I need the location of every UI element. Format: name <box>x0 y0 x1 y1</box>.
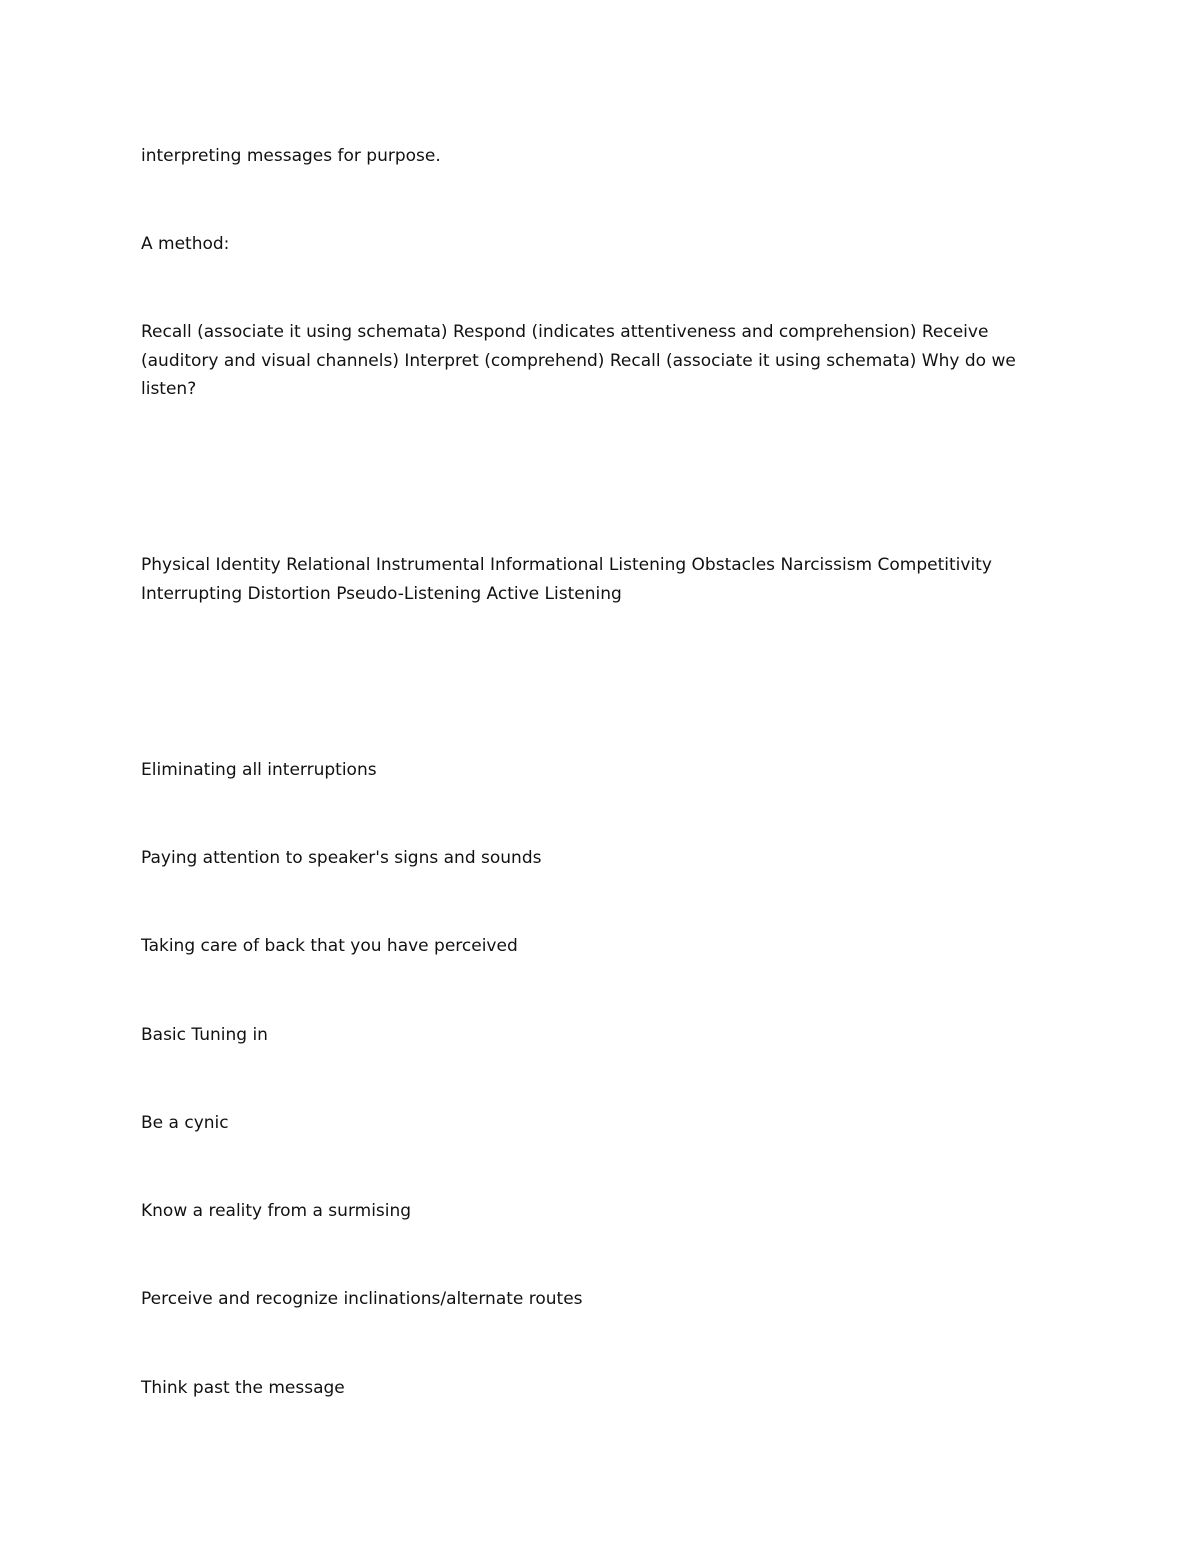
paragraph-a-method: A method: <box>141 234 230 254</box>
paragraph-listening-types-obstacles: Physical Identity Relational Instrumental Informational Listening Obstacles Narcissism Competitivity Interrupting Distortion Pseudo-Listening Active Listening <box>141 555 992 604</box>
paragraph-know-a-reality: Know a reality from a surmising <box>141 1201 412 1221</box>
paragraph-listening-process: Recall (associate it using schemata) Respond (indicates attentiveness and comprehension) Receive (auditory and visual channels) Interpret (comprehend) Recall (associate it using schemata) Why do we listen? <box>141 322 1016 399</box>
paragraph-think-past: Think past the message <box>141 1378 345 1398</box>
paragraph-be-a-cynic: Be a cynic <box>141 1113 229 1133</box>
paragraph-interpreting-messages: interpreting messages for purpose. <box>141 146 441 166</box>
paragraph-eliminating-interruptions: Eliminating all interruptions <box>141 760 377 780</box>
paragraph-paying-attention: Paying attention to speaker's signs and sounds <box>141 848 542 868</box>
paragraph-taking-care: Taking care of back that you have perceived <box>141 936 518 956</box>
paragraph-perceive-recognize: Perceive and recognize inclinations/alternate routes <box>141 1289 583 1309</box>
paragraph-basic-tuning: Basic Tuning in <box>141 1025 268 1045</box>
